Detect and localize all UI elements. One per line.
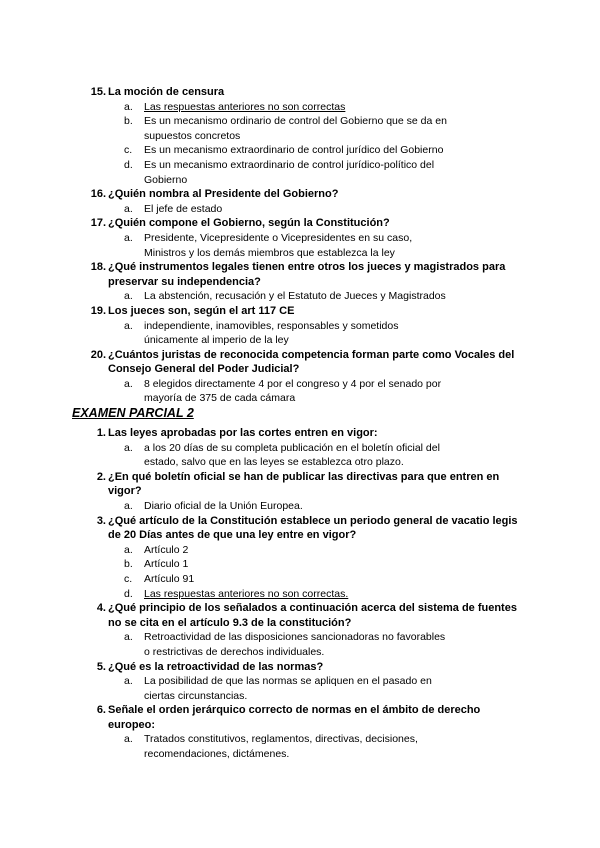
answer-letter: a. (124, 231, 133, 244)
answer-list (108, 319, 530, 348)
answer-text-correct: Las respuestas anteriores no son correctas. (144, 587, 349, 600)
answer-text: Es un mecanismo ordinario de control del Gobierno que se da en supuestos concretos (144, 115, 447, 142)
answer-letter: b. (124, 558, 133, 571)
question-number: 15. (90, 86, 106, 98)
question-number: 20. (90, 348, 106, 361)
question-text: ¿Qué principio de los señalados a continuación acerca del sistema de fuentes no se cita en el artículo 9.3 de la constitución? (108, 602, 517, 629)
answer-letter: a. (124, 100, 133, 113)
answer-text: Es un mecanismo extraordinario de control jurídico-político del Gobierno (144, 158, 435, 186)
answer-item (0, 143, 530, 158)
answer-text: Artículo 91 (144, 572, 195, 585)
question-number: 18. (90, 261, 106, 274)
answer-text-correct: Las respuestas anteriores no son correctas (144, 100, 346, 113)
question-item (0, 216, 600, 260)
answer-item (0, 319, 530, 348)
answer-text: La posibilidad de que las normas se apliquen en el pasado en ciertas circunstancias. (144, 675, 432, 702)
question-item (0, 660, 600, 704)
answer-text: El jefe de estado (144, 202, 223, 215)
answer-list (108, 630, 530, 659)
question-text: ¿Qué instrumentos legales tienen entre otros los jueces y magistrados para preservar su independencia? (108, 261, 506, 288)
question-text: ¿Qué es la retroactividad de las normas? (108, 660, 324, 673)
section-heading: EXAMEN PARCIAL 2 (72, 406, 194, 420)
answer-letter: c. (124, 144, 133, 157)
answer-item (0, 202, 530, 217)
answer-list (108, 674, 530, 703)
answer-item (0, 572, 530, 587)
answer-letter: a. (124, 733, 133, 746)
question-item (0, 470, 600, 514)
answer-letter: d. (124, 587, 133, 600)
question-number: 19. (90, 304, 106, 317)
answer-letter: a. (124, 202, 133, 215)
question-item (0, 514, 600, 602)
answer-letter: c. (124, 572, 133, 585)
answer-letter: a. (124, 631, 133, 644)
answer-letter: a. (124, 319, 133, 332)
answer-letter: a. (124, 441, 133, 454)
answer-list (108, 441, 530, 470)
answer-text: Artículo 2 (144, 543, 189, 556)
question-text: ¿En qué boletín oficial se han de publicar las directivas para que entren en vigor? (108, 470, 500, 498)
question-number: 5. (96, 660, 106, 673)
answer-text: Es un mecanismo extraordinario de control jurídico del Gobierno (144, 144, 444, 157)
question-item (0, 601, 600, 659)
answer-item (0, 289, 530, 304)
question-text: Señale el orden jerárquico correcto de normas en el ámbito de derecho europeo: (108, 704, 481, 731)
question-text: ¿Qué artículo de la Constitución establece un periodo general de vacatio legis de 20 Días antes de que una ley entre en vigor? (108, 514, 518, 542)
answer-item (0, 441, 530, 470)
answer-list (108, 543, 530, 601)
answer-list (108, 231, 530, 260)
answer-list (108, 100, 530, 188)
answer-letter: a. (124, 290, 133, 303)
answer-text: Tratados constitutivos, reglamentos, directivas, decisiones, recomendaciones, dictámenes. (144, 733, 418, 761)
answer-letter: d. (124, 158, 133, 171)
answer-letter: a. (124, 499, 133, 512)
question-number: 17. (90, 217, 106, 230)
question-number: 16. (90, 188, 106, 201)
question-text: ¿Quién compone el Gobierno, según la Constitución? (108, 217, 390, 230)
answer-text: Diario oficial de la Unión Europea. (144, 499, 303, 512)
answer-item (0, 499, 530, 514)
question-number: 3. (96, 514, 106, 527)
answer-item (0, 732, 530, 761)
question-item (0, 304, 600, 348)
question-item (0, 260, 600, 304)
question-list (0, 85, 600, 406)
answer-item (0, 231, 530, 260)
answer-item (0, 630, 530, 659)
answer-text: independiente, inamovibles, responsables y sometidos únicamente al imperio de la ley (144, 319, 399, 347)
answer-text: Retroactividad de las disposiciones sancionadoras no favorables o restrictivas de derechos individuales. (144, 631, 446, 658)
answer-list (108, 377, 530, 406)
answer-item (0, 100, 530, 115)
answer-letter: a. (124, 377, 133, 390)
answer-item (0, 158, 530, 187)
question-number: 1. (96, 427, 106, 439)
answer-list (108, 732, 530, 761)
answer-item (0, 377, 530, 406)
question-number: 4. (96, 602, 106, 615)
answer-list (108, 499, 530, 514)
section-examen-parcial-2 (0, 405, 600, 762)
question-item (0, 187, 600, 216)
question-text: Las leyes aprobadas por las cortes entren en vigor: (108, 427, 378, 439)
question-item (0, 85, 600, 187)
question-item (0, 426, 600, 470)
answer-letter: a. (124, 675, 133, 688)
question-text: ¿Quién nombra al Presidente del Gobierno? (108, 188, 339, 201)
answer-list (108, 202, 530, 217)
answer-letter: b. (124, 115, 133, 128)
answer-text: La abstención, recusación y el Estatuto de Jueces y Magistrados (144, 290, 446, 303)
answer-text: a los 20 días de su completa publicación en el boletín oficial del estado, salvo que en las leyes se establezca otro plazo. (144, 441, 440, 469)
answer-item (0, 543, 530, 558)
question-item (0, 348, 600, 406)
answer-list (108, 289, 530, 304)
answer-letter: a. (124, 543, 133, 556)
question-number: 2. (96, 470, 106, 483)
question-number: 6. (96, 704, 106, 717)
answer-item (0, 557, 530, 572)
answer-text: Presidente, Vicepresidente o Vicepresidentes en su caso, Ministros y los demás miembros que establezca la ley (144, 231, 413, 259)
answer-text: 8 elegidos directamente 4 por el congreso y 4 por el senado por mayoría de 375 de cada cámara (144, 377, 442, 405)
question-text: ¿Cuántos juristas de reconocida competencia forman parte como Vocales del Consejo General del Poder Judicial? (108, 348, 515, 376)
answer-item (0, 114, 530, 143)
question-text: Los jueces son, según el art 117 CE (108, 304, 295, 317)
question-item (0, 703, 600, 761)
section-exam-1-continued (0, 85, 600, 406)
question-list (0, 426, 600, 762)
question-text: La moción de censura (108, 86, 225, 98)
answer-item (0, 674, 530, 703)
answer-text: Artículo 1 (144, 558, 189, 571)
answer-item (0, 587, 530, 602)
